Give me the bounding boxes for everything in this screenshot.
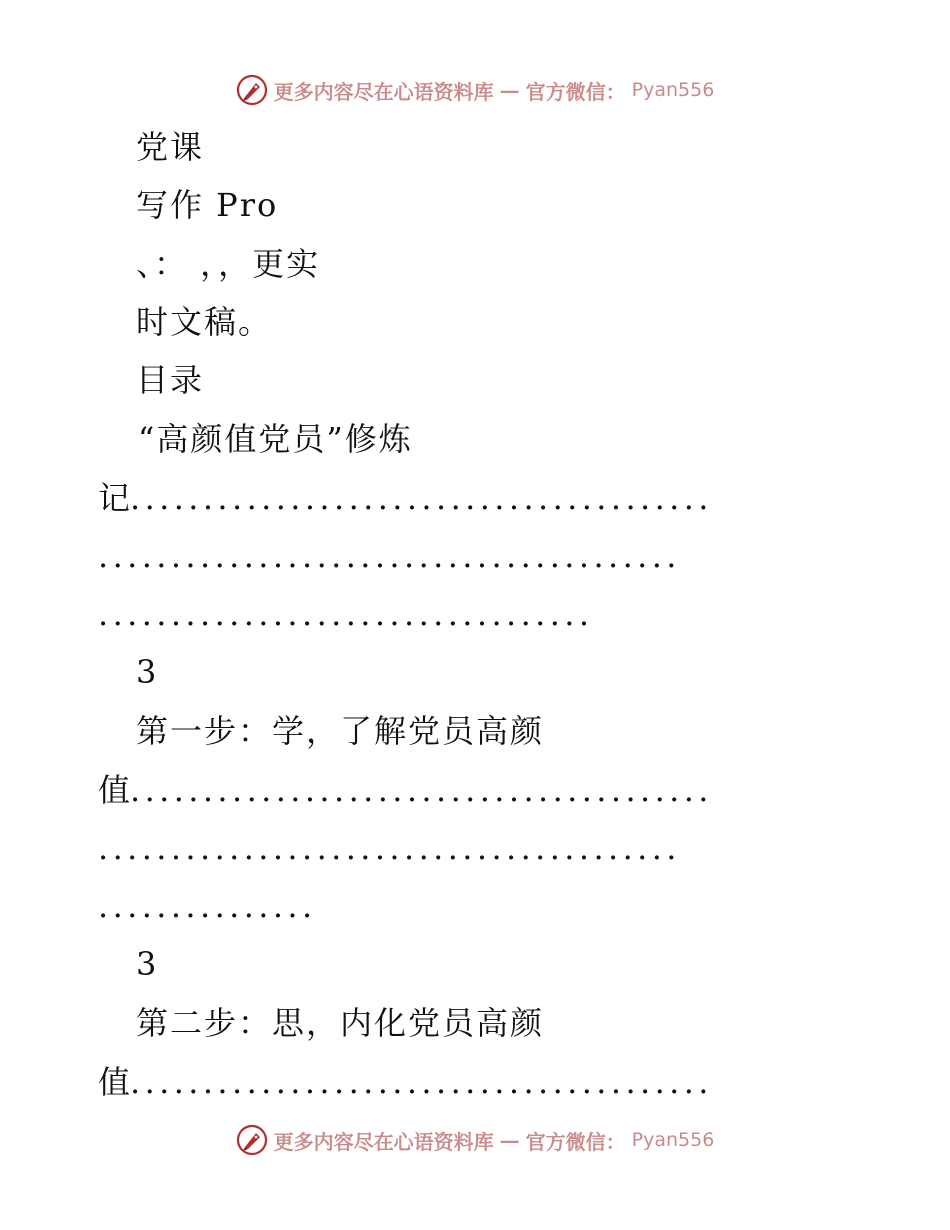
toc-leader-dots: ........................................ bbox=[98, 829, 681, 867]
toc-leader-dots: ........................................ bbox=[130, 1063, 713, 1101]
toc-leader-dots: ........................................ bbox=[98, 537, 681, 575]
toc-page-number: 3 bbox=[136, 653, 159, 691]
text-line: 党课 bbox=[136, 128, 205, 166]
watermark-wechat-label: 官方微信： bbox=[525, 79, 626, 104]
watermark-wechat-id: Pyan556 bbox=[631, 79, 715, 101]
watermark-text: 更多内容尽在心语资料库 bbox=[273, 79, 494, 104]
pen-nib-logo-icon bbox=[236, 74, 268, 106]
toc-entry-title: “高颜值党员”修炼 bbox=[138, 420, 413, 458]
footer-watermark bbox=[0, 1120, 950, 1160]
text-line: 写作 Pro bbox=[136, 186, 279, 224]
toc-page-number: 3 bbox=[136, 945, 159, 983]
toc-leader-dots: ............... bbox=[98, 887, 317, 925]
watermark-text: 更多内容尽在心语资料库 bbox=[273, 1129, 494, 1154]
pen-nib-logo-icon bbox=[236, 1124, 268, 1156]
toc-entry-title: 第二步：思，内化党员高颜 bbox=[136, 1004, 545, 1042]
toc-entry-title: 第一步：学，了解党员高颜 bbox=[136, 712, 545, 750]
toc-entry-title-end: 值 bbox=[98, 1063, 133, 1101]
toc-entry-title-end: 值 bbox=[98, 771, 133, 809]
watermark-dash: — bbox=[499, 78, 520, 102]
toc-leader-dots: ........................................ bbox=[130, 771, 713, 809]
toc-leader-dots: .................................. bbox=[98, 595, 594, 633]
text-line: 、： ，，更实 bbox=[136, 245, 321, 283]
text-line: 时文稿。 bbox=[136, 303, 273, 341]
toc-heading: 目录 bbox=[136, 361, 205, 399]
header-watermark bbox=[0, 70, 950, 110]
toc-leader-dots: ........................................ bbox=[130, 479, 713, 517]
watermark-wechat-id: Pyan556 bbox=[631, 1129, 715, 1151]
toc-entry-title-end: 记 bbox=[98, 479, 133, 517]
watermark-dash: — bbox=[499, 1128, 520, 1152]
watermark-wechat-label: 官方微信： bbox=[525, 1129, 626, 1154]
